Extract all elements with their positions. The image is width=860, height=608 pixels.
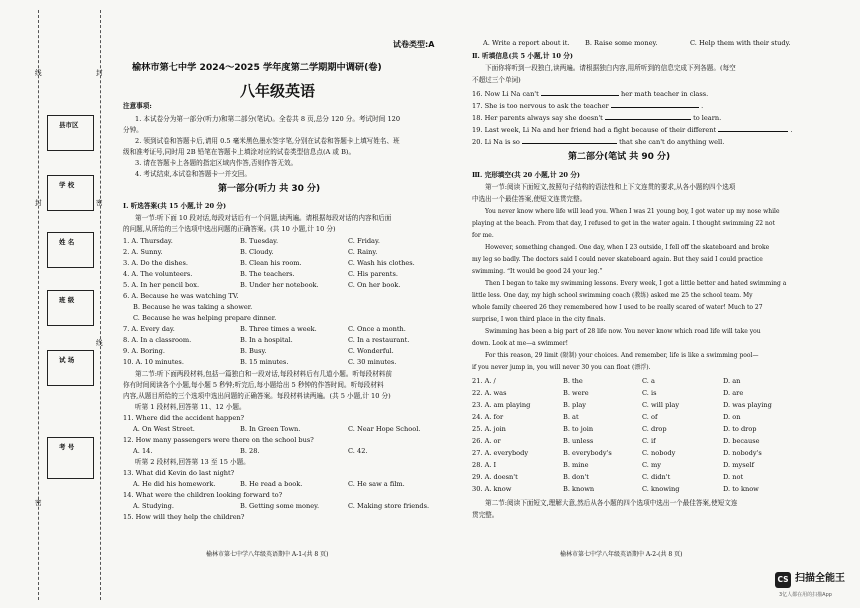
- cloze-option: C. nobody: [642, 449, 676, 457]
- seal-char: 封: [35, 199, 42, 207]
- question-option: A. On West Street.: [133, 425, 195, 433]
- cloze-option: C. is: [642, 389, 657, 397]
- section1-intro: 的问题,从所给的三个选项中选出问题的正确答案。(共 10 小题,计 10 分): [123, 225, 336, 233]
- question-option: B. Cloudy.: [240, 248, 274, 256]
- notice-line: 1. 本试卷分为第一部分(听力)和第二部分(笔试)。全卷共 8 页,总分 120 分。考试时间 120: [135, 115, 401, 123]
- answer-blank[interactable]: [718, 125, 788, 132]
- fill-blank-tail: that she can't do anything well.: [619, 138, 725, 146]
- part1-title: 第一部分(听力 共 30 分): [218, 184, 321, 194]
- cloze-option: C. a: [642, 377, 655, 385]
- question-option: C. Wash his clothes.: [348, 259, 415, 267]
- cloze-option: C. will play: [642, 401, 680, 409]
- question-stem: 11. Where did the accident happen?: [123, 414, 245, 422]
- fill-blank-tail: to learn.: [693, 114, 722, 122]
- field-label: 学 校: [59, 181, 75, 189]
- question-option: 7. A. Every day.: [123, 325, 175, 333]
- field-label: 姓 名: [59, 238, 75, 246]
- notice-line: 级和准考证号,同时用 2B 铅笔在答题卡上填涂对应的试卷类型信息点(A 或 B)。: [123, 148, 356, 156]
- cloze-option: B. to join: [563, 425, 594, 433]
- fill-blank-tail: .: [701, 102, 704, 110]
- exam-title: 榆林市第七中学 2024～2025 学年度第二学期期中调研(卷): [132, 62, 382, 73]
- question-option: C. On her book.: [348, 281, 401, 289]
- section-intro: 贯完整。: [472, 511, 499, 519]
- scanner-logo-icon: CS: [775, 572, 791, 588]
- cloze-option: C. of: [642, 413, 658, 421]
- cloze-option: D. an: [723, 377, 741, 385]
- cloze-option: 25. A. join: [472, 425, 506, 433]
- question-option: 5. A. In her pencil box.: [123, 281, 200, 289]
- page-footer: 榆林市第七中学八年级英语期中 A-1-(共 8 页): [206, 551, 329, 558]
- cloze-option: B. mine: [563, 461, 589, 469]
- subject-title: 八年级英语: [240, 82, 316, 100]
- section-intro: 第一节:阅读下面短文,按照句子结构的语法性和上下文连贯的要求,从各小题的四个选项: [485, 183, 736, 191]
- section2-intro: 内容,从题目所给的三个选项中选出问题的正确答案。每段材料读两遍。(共 5 小题,计 10 分): [123, 392, 391, 400]
- question-option: B. In Green Town.: [240, 425, 301, 433]
- question-option: C. In a restaurant.: [348, 336, 410, 344]
- question-option: A. 14.: [133, 447, 153, 455]
- scanner-app-name: 扫描全能王: [795, 573, 845, 584]
- question-stem: 14. What were the children looking forward to?: [123, 491, 283, 499]
- question-option: A. Studying.: [133, 502, 174, 510]
- question-option: 2. A. Sunny.: [123, 248, 163, 256]
- question-option: B. Raise some money.: [585, 39, 658, 47]
- section-intro: 不超过三个单词): [472, 76, 521, 84]
- field-box-name[interactable]: [47, 232, 94, 268]
- question-option: C. Friday.: [348, 237, 380, 245]
- field-box-school[interactable]: [47, 175, 94, 211]
- cloze-option: B. at: [563, 413, 579, 421]
- cloze-option: 27. A. everybody: [472, 449, 529, 457]
- fill-blank-item: [472, 125, 792, 134]
- question-option: B. The teachers.: [240, 270, 295, 278]
- question-option: C. Near Hope School.: [348, 425, 421, 433]
- passage-line: down. Look at me—a swimmer!: [472, 340, 568, 347]
- question-option: C. His parents.: [348, 270, 398, 278]
- section-intro: 中选出一个最佳答案,使短文连贯完整。: [472, 195, 587, 203]
- cloze-option: B. unless: [563, 437, 594, 445]
- question-option: B. Tuesday.: [240, 237, 279, 245]
- seal-char: 线: [35, 69, 42, 77]
- answer-blank[interactable]: [541, 89, 619, 96]
- cloze-option: B. known: [563, 485, 595, 493]
- cloze-option: D. nobody's: [723, 449, 762, 457]
- question-option: B. 28.: [240, 447, 260, 455]
- section-intro: 下面你将听到一段独白,读两遍。请根据独白内容,用所听到的信息完成下列各题。(每空: [485, 64, 736, 72]
- question-stem: 15. How will they help the children?: [123, 513, 245, 521]
- cloze-option: D. to drop: [723, 425, 757, 433]
- fill-blank-stem: 18. Her parents always say she doesn't: [472, 114, 603, 122]
- notice-line: 4. 考试结束,本试卷和答题卡一并交回。: [135, 170, 251, 178]
- seal-line: [100, 10, 101, 600]
- question-option: A. He did his homework.: [133, 480, 216, 488]
- cloze-option: D. not: [723, 473, 744, 481]
- question-option: 10. A. 10 minutes.: [123, 358, 184, 366]
- passage-line: For this reason, 29 limit (限制) your choices. And remember, life is like a swimming pool—: [485, 352, 759, 359]
- cloze-option: B. everybody's: [563, 449, 612, 457]
- question-option: B. 15 minutes.: [240, 358, 289, 366]
- notice-heading: 注意事项:: [123, 102, 152, 110]
- fill-blank-tail: her math teacher in class.: [621, 90, 709, 98]
- fill-blank-item: [472, 113, 721, 122]
- passage-line: for me.: [472, 232, 494, 239]
- seal-char: 密: [35, 499, 42, 507]
- cloze-option: C. my: [642, 461, 661, 469]
- question-option: A. Write a report about it.: [483, 39, 570, 47]
- fill-blank-item: [472, 101, 703, 110]
- cloze-option: B. were: [563, 389, 589, 397]
- paper-type: 试卷类型:A: [393, 40, 435, 49]
- section2-intro: 你有时间阅读各个小题,每小题 5 秒钟;听完后,每小题给出 5 秒钟的作答时间。听每段材料: [123, 381, 384, 389]
- cloze-option: 22. A. was: [472, 389, 507, 397]
- field-label: 班 级: [59, 296, 75, 304]
- passage-line: However, something changed. One day, when I 23 outside, I fell off the skateboard and broke: [485, 244, 770, 251]
- section1-intro: 第一节:听下面 10 段对话,每段对话后有一个问题,读两遍。请根据每段对话的内容和后面: [135, 214, 392, 222]
- answer-blank[interactable]: [605, 113, 691, 120]
- cloze-option: 23. A. am playing: [472, 401, 531, 409]
- passage-line: You never know where life will lead you. When I was 21 young boy, I got water up my nose while: [485, 208, 780, 215]
- scanner-tagline: 3亿人都在用的扫描App: [779, 592, 832, 598]
- passage-line: Swimming has been a big part of 28 life now. You never know which road life will take you: [485, 328, 761, 335]
- notice-line: 2. 领到试卷和答题卡后,请用 0.5 毫米黑色墨水签字笔,分别在试卷和答题卡上填写姓名、班: [135, 137, 400, 145]
- question-option: C. 42.: [348, 447, 368, 455]
- passage-line: little less. One day, my high school swimming coach (教练) asked me 25 the school team. My: [472, 292, 753, 299]
- question-option: 4. A. The volunteers.: [123, 270, 193, 278]
- question-option: B. Under her notebook.: [240, 281, 319, 289]
- cloze-option: 21. A. /: [472, 377, 496, 385]
- section1-title: Ⅰ. 听选答案(共 15 小题,计 20 分): [123, 202, 227, 210]
- cloze-option: 24. A. for: [472, 413, 504, 421]
- answer-blank[interactable]: [611, 101, 699, 108]
- question-option: C. He saw a film.: [348, 480, 405, 488]
- question-option: 1. A. Thursday.: [123, 237, 173, 245]
- question-option: 6. A. Because he was watching TV.: [123, 292, 239, 300]
- cloze-option: C. didn't: [642, 473, 671, 481]
- question-option: B. Clean his room.: [240, 259, 302, 267]
- passage-line: surprise, I won third place in the city finals.: [472, 316, 606, 323]
- passage-line: playing at the beach. From that day, I refused to get in the water again. I thought swimming 22 not: [472, 220, 775, 227]
- cloze-option: C. drop: [642, 425, 667, 433]
- fill-blank-item: [472, 89, 708, 98]
- section-intro: 第二节:阅读下面短文,理解大意,然后从各小题的四个选项中选出一个最佳答案,使短文连: [485, 499, 738, 507]
- question-option: B. Busy.: [240, 347, 267, 355]
- notice-line: 分钟。: [123, 126, 143, 134]
- cut-line: [38, 10, 39, 600]
- question-option: C. Making store friends.: [348, 502, 430, 510]
- field-box-county[interactable]: [47, 115, 94, 151]
- cloze-option: D. because: [723, 437, 760, 445]
- passage-line: whole family cheered 26 they remembered how I used to be really scared of water! Much to 27: [472, 304, 763, 311]
- question-option: B. Because he was taking a shower.: [133, 303, 253, 311]
- cloze-option: D. on: [723, 413, 741, 421]
- section-title: Ⅱ. 听填信息(共 5 小题,计 10 分): [472, 52, 573, 60]
- question-option: C. Help them with their study.: [690, 39, 791, 47]
- field-box-class[interactable]: [47, 290, 94, 326]
- cloze-option: 30. A. know: [472, 485, 512, 493]
- fill-blank-stem: 17. She is too nervous to ask the teacher: [472, 102, 609, 110]
- fill-blank-tail: .: [790, 126, 793, 134]
- material-note: 听第 2 段材料,回答第 13 至 15 小题。: [135, 458, 250, 466]
- cloze-option: D. was playing: [723, 401, 772, 409]
- section2-intro: 第二节:听下面两段材料,包括一篇独白和一段对话,每段材料后有几道小题。听每段材料前: [135, 370, 392, 378]
- question-option: B. He read a book.: [240, 480, 303, 488]
- fill-blank-item: [472, 137, 724, 146]
- question-option: B. Getting some money.: [240, 502, 320, 510]
- passage-line: my leg so badly. The doctors said I could never skateboard again. But they said I could practice: [472, 256, 763, 263]
- question-stem: 13. What did Kevin do last night?: [123, 469, 235, 477]
- answer-blank[interactable]: [522, 137, 617, 144]
- field-box-room[interactable]: [47, 350, 94, 386]
- seal-char: 线: [96, 339, 103, 347]
- question-option: B. In a hospital.: [240, 336, 293, 344]
- fill-blank-stem: 20. Li Na is so: [472, 138, 520, 146]
- question-option: C. Rainy.: [348, 248, 378, 256]
- question-option: 8. A. In a classroom.: [123, 336, 192, 344]
- question-option: 3. A. Do the dishes.: [123, 259, 188, 267]
- question-option: B. Three times a week.: [240, 325, 317, 333]
- passage-line: swimming. “It would be good 24 your leg.”: [472, 268, 603, 275]
- cloze-option: B. don't: [563, 473, 589, 481]
- cloze-option: 26. A. or: [472, 437, 501, 445]
- question-option: C. Once a month.: [348, 325, 406, 333]
- cloze-option: 29. A. doesn't: [472, 473, 518, 481]
- fill-blank-stem: 16. Now Li Na can't: [472, 90, 539, 98]
- field-label: 试 场: [59, 356, 75, 364]
- field-label: 考 号: [59, 443, 75, 451]
- cloze-option: B. the: [563, 377, 583, 385]
- field-box-exam-number[interactable]: [47, 437, 94, 479]
- part2-title: 第二部分(笔试 共 90 分): [568, 152, 671, 162]
- passage-line: Then I began to take my swimming lessons. Every week, I got a little better and hated swimming a: [485, 280, 787, 287]
- passage-line: if you never jump in, you will never 30 you can float (漂浮).: [472, 364, 651, 371]
- cloze-option: C. if: [642, 437, 656, 445]
- cloze-option: D. are: [723, 389, 744, 397]
- question-stem: 12. How many passengers were there on the school bus?: [123, 436, 314, 444]
- fill-blank-stem: 19. Last week, Li Na and her friend had a fight because of their different: [472, 126, 717, 134]
- material-note: 听第 1 段材料,回答第 11、12 小题。: [135, 403, 246, 411]
- cloze-option: C. knowing: [642, 485, 680, 493]
- page-footer: 榆林市第七中学八年级英语期中 A-2-(共 8 页): [560, 551, 683, 558]
- cloze-option: B. play: [563, 401, 587, 409]
- seal-char: 封: [96, 69, 103, 77]
- cloze-option: D. myself: [723, 461, 755, 469]
- question-option: C. 30 minutes.: [348, 358, 397, 366]
- question-option: C. Because he was helping prepare dinner.: [133, 314, 277, 322]
- field-label: 县市区: [59, 121, 79, 129]
- section-title: Ⅲ. 完形填空(共 20 小题,计 20 分): [472, 171, 581, 179]
- question-option: 9. A. Boring.: [123, 347, 165, 355]
- seal-char: 密: [96, 199, 103, 207]
- cloze-option: D. to know: [723, 485, 759, 493]
- question-option: C. Wonderful.: [348, 347, 394, 355]
- notice-line: 3. 请在答题卡上各题的指定区域内作答,否则作答无效。: [135, 159, 298, 167]
- cloze-option: 28. A. I: [472, 461, 497, 469]
